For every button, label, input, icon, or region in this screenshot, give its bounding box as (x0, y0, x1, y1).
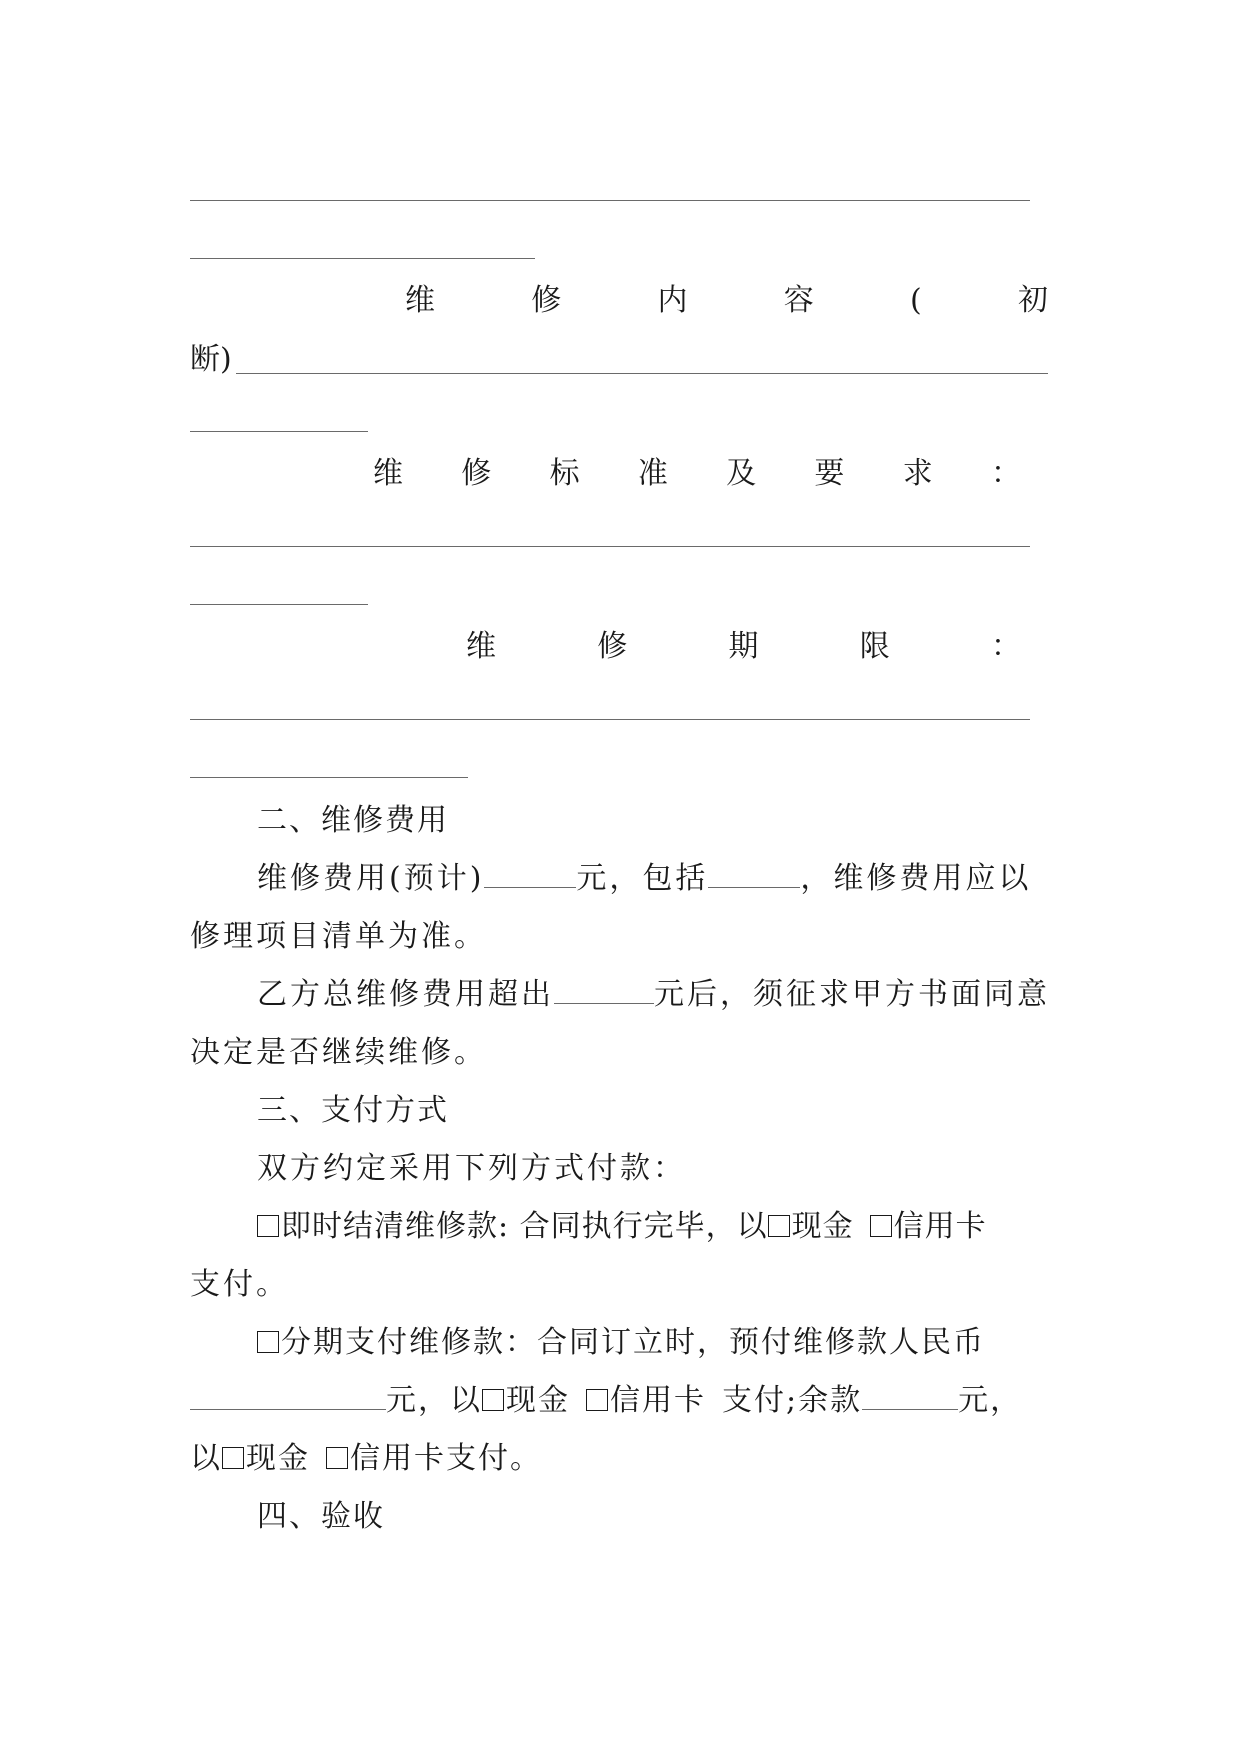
blank-line (190, 777, 468, 778)
credit-card-label: 信用卡 (893, 1209, 987, 1244)
blank-line (190, 258, 535, 259)
char: 求 (902, 456, 933, 491)
text: 乙方总维修费用超出 (257, 977, 554, 1012)
includes-blank[interactable] (708, 865, 800, 888)
blank-line (190, 719, 1030, 720)
maintenance-content-continued (190, 340, 232, 380)
text: 双方约定采用下列方式付款： (257, 1151, 686, 1186)
text: 分期支付维修款：合同订立时，预付维修款人民币 (281, 1325, 985, 1360)
heading-text: 四、验收 (257, 1499, 385, 1534)
fee-estimate-line-cont (190, 917, 487, 957)
checkbox-cash[interactable] (768, 1215, 790, 1237)
section-3-heading (257, 1091, 449, 1131)
char: 容 (783, 283, 814, 318)
maintenance-standard-heading (373, 454, 1021, 494)
text: 决定是否继续维修。 (190, 1035, 487, 1070)
cash-label: 现金 (506, 1383, 570, 1418)
char: 限 (859, 629, 890, 664)
char: ： (990, 456, 1021, 491)
checkbox-cash[interactable] (482, 1389, 504, 1411)
char: 及 (726, 456, 757, 491)
maintenance-period-heading (466, 627, 1021, 667)
payment-intro (257, 1149, 686, 1189)
char: 维 (405, 283, 435, 318)
text: 支付;余款 (722, 1383, 863, 1418)
text: ，维修费用应以 (800, 861, 1032, 896)
checkbox-credit-card[interactable] (326, 1447, 348, 1469)
char: ( (910, 283, 922, 318)
payment-option-2-cont-2 (190, 1439, 542, 1479)
char: 内 (657, 283, 688, 318)
text: 元， (958, 1383, 1023, 1418)
char: 要 (814, 456, 845, 491)
text: 修理项目清单为准。 (190, 919, 487, 954)
credit-card-label: 信用卡 (610, 1383, 706, 1418)
cash-label: 现金 (791, 1209, 854, 1244)
fee-over-line-cont (190, 1033, 487, 1073)
text: 元后，须征求甲方书面同意 (654, 977, 1050, 1012)
char: 修 (531, 283, 562, 318)
balance-amount-blank[interactable] (862, 1387, 958, 1410)
checkbox-cash[interactable] (222, 1447, 244, 1469)
heading-text: 二、维修费用 (257, 803, 449, 838)
checkbox-credit-card[interactable] (586, 1389, 608, 1411)
checkbox-credit-card[interactable] (870, 1215, 892, 1237)
maintenance-content-heading (405, 281, 1048, 321)
text: 维修费用(预计) (257, 861, 485, 896)
char: 初 (1017, 283, 1048, 318)
char: 修 (597, 629, 628, 664)
text: 信用卡支付。 (350, 1441, 542, 1476)
char: 维 (373, 456, 403, 491)
payment-option-2 (257, 1323, 985, 1363)
amount-blank[interactable] (484, 865, 576, 888)
blank-line (190, 546, 1030, 547)
payment-option-1-cont (190, 1265, 289, 1305)
text: 即时结清维修款: 合同执行完毕，以 (281, 1209, 768, 1244)
checkbox[interactable] (257, 1331, 279, 1353)
char: 期 (728, 629, 759, 664)
cash-label: 现金 (246, 1441, 310, 1476)
text: 元，以 (386, 1383, 482, 1418)
char: 维 (466, 629, 496, 664)
payment-option-1 (257, 1207, 987, 1247)
char: 标 (549, 456, 580, 491)
text: 断) (190, 342, 232, 377)
checkbox[interactable] (257, 1215, 279, 1237)
payment-option-2-cont (190, 1381, 1022, 1421)
char: 修 (461, 456, 492, 491)
blank-line (190, 200, 1030, 201)
heading-text: 三、支付方式 (257, 1093, 449, 1128)
section-2-heading (257, 801, 449, 841)
blank-line (236, 373, 1048, 374)
over-amount-blank[interactable] (554, 981, 654, 1004)
text: 元，包括 (576, 861, 709, 896)
fee-estimate-line (257, 859, 1031, 899)
char: 准 (637, 456, 668, 491)
fee-over-line (257, 975, 1050, 1015)
blank-line (190, 431, 368, 432)
text: 以 (190, 1441, 222, 1476)
char: ： (991, 629, 1021, 664)
text: 支付。 (190, 1267, 289, 1302)
blank-line (190, 604, 368, 605)
prepay-amount-blank[interactable] (190, 1387, 386, 1410)
section-4-heading (257, 1497, 385, 1537)
